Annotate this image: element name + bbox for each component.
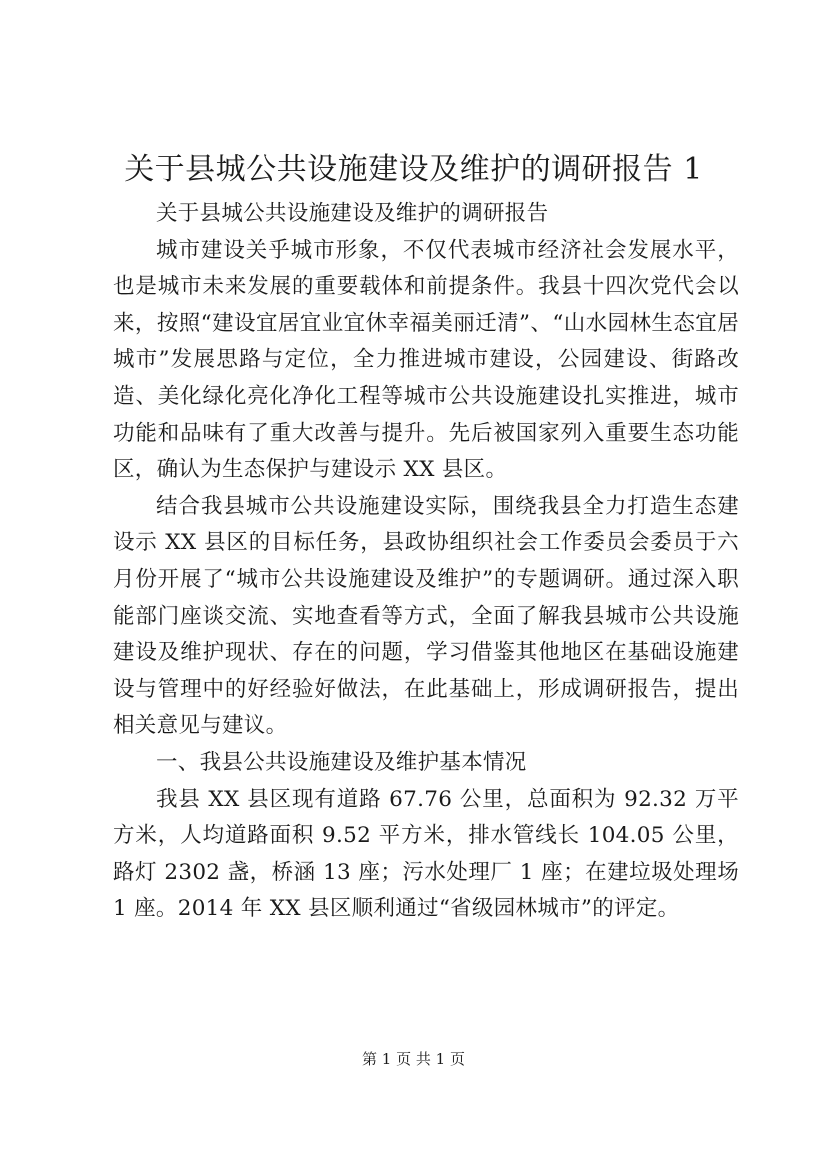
facts-paragraph: 我县 XX 县区现有道路 67.76 公里，总面积为 92.32 万平方米，人均道路面积 9.52 平方米，排水管线长 104.05 公里，路灯 2302 盏，桥涵 13 座；污水处理厂 1 座；在建垃圾处理场 1 座。2014 年 XX 县区顺利通过“省级园林城市”的评定。 bbox=[113, 786, 739, 922]
subtitle-paragraph: 关于县城公共设施建设及维护的调研报告 bbox=[156, 201, 549, 226]
section-heading: 一、我县公共设施建设及维护基本情况 bbox=[156, 749, 527, 775]
page-footer: 第 1 页 共 1 页 bbox=[362, 1050, 465, 1068]
document-body bbox=[113, 196, 739, 928]
intro-paragraph: 城市建设关乎城市形象，不仅代表城市经济社会发展水平，也是城市未来发展的重要载体和前提条件。我县十四次党代会以来，按照“建设宜居宜业宜休幸福美丽迁清”、“山水园林生态宜居城市”发展思路与定位，全力推进城市建设，公园建设、街路改造、美化绿化亮化净化工程等城市公共设施建设扎实推进，城市功能和品味有了重大改善与提升。先后被国家列入重要生态功能区，确认为生态保护与建设示 XX 县区。 bbox=[113, 237, 739, 483]
research-paragraph: 结合我县城市公共设施建设实际，围绕我县全力打造生态建设示 XX 县区的目标任务，县政协组织社会工作委员会委员于六月份开展了“城市公共设施建设及维护”的专题调研。通过深入职能部门座谈交流、实地查看等方式，全面了解我县城市公共设施建设及维护现状、存在的问题，学习借鉴其他地区在基础设施建设与管理中的好经验好做法，在此基础上，形成调研报告，提出相关意见与建议。 bbox=[113, 493, 739, 739]
document-title: 关于县城公共设施建设及维护的调研报告 1 bbox=[124, 152, 703, 187]
